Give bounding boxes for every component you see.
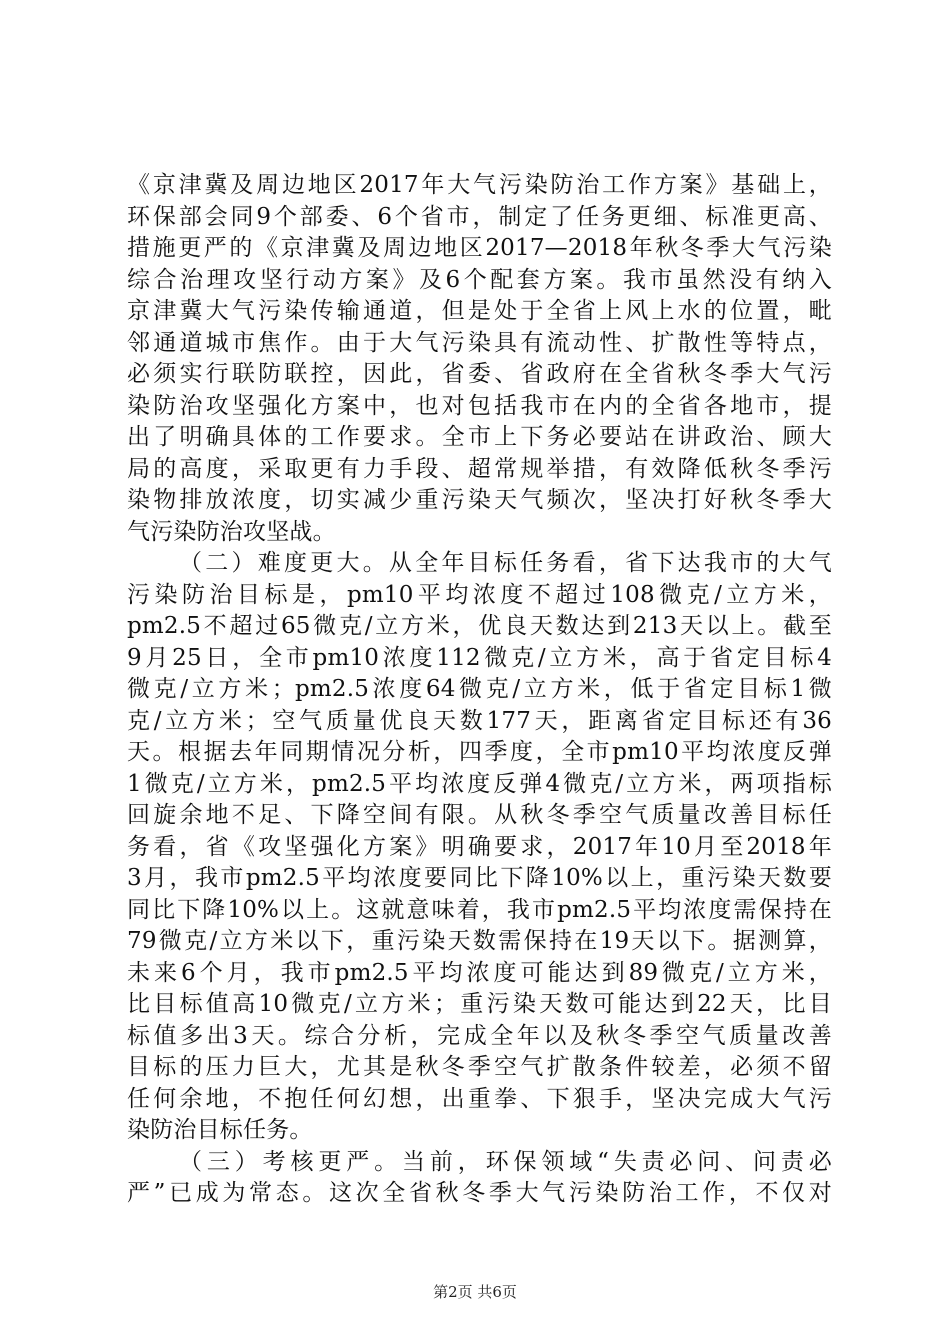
text-line: 务看，省《攻坚强化方案》明确要求，2017年10月至2018年 [127, 833, 832, 860]
text-line: 污染防治目标是，pm10平均浓度不超过108微克/立方米， [127, 581, 832, 608]
text-line: 出了明确具体的工作要求。全市上下务必要站在讲政治、顾大 [127, 424, 832, 450]
text-line: 标值多出3天。综合分析，完成全年以及秋冬季空气质量改善 [127, 1022, 832, 1049]
text-line: 天。根据去年同期情况分析，四季度，全市pm10平均浓度反弹 [127, 739, 832, 765]
text-line: 严”已成为常态。这次全省秋冬季大气污染防治工作，不仅对 [127, 1180, 832, 1206]
text-line: 3月，我市pm2.5平均浓度要同比下降10%以上，重污染天数要 [127, 865, 832, 891]
page-number-footer: 第2页 共6页 [433, 1283, 517, 1301]
text-line: 邻通道城市焦作。由于大气污染具有流动性、扩散性等特点， [127, 329, 832, 356]
text-line: 气污染防治攻坚战。 [127, 518, 336, 545]
text-line: 染防治目标任务。 [127, 1117, 313, 1143]
text-line: 京津冀大气污染传输通道，但是处于全省上风上水的位置，毗 [127, 298, 832, 324]
text-line: 环保部会同9个部委、6个省市，制定了任务更细、标准更高、 [127, 203, 832, 230]
text-line: 克/立方米；空气质量优良天数177天，距离省定目标还有36 [127, 707, 832, 734]
text-line: 微克/立方米；pm2.5浓度64微克/立方米，低于省定目标1微 [127, 676, 832, 702]
text-line: 措施更严的《京津冀及周边地区2017—2018年秋冬季大气污染 [127, 235, 832, 261]
text-line: 综合治理攻坚行动方案》及6个配套方案。我市虽然没有纳入 [127, 266, 832, 293]
text-line: 9月25日，全市pm10浓度112微克/立方米，高于省定目标4 [127, 644, 832, 671]
text-line: 染物排放浓度，切实减少重污染天气频次，坚决打好秋冬季大 [127, 487, 832, 513]
paragraph-start-line: （三）考核更严。当前，环保领域“失责必问、问责必 [179, 1148, 832, 1175]
text-line: 必须实行联防联控，因此，省委、省政府在全省秋冬季大气污 [127, 361, 832, 387]
paragraph-start-line: （二）难度更大。从全年目标任务看，省下达我市的大气 [179, 550, 832, 576]
text-line: 同比下降10%以上。这就意味着，我市pm2.5平均浓度需保持在 [127, 896, 832, 923]
text-line: 回旋余地不足、下降空间有限。从秋冬季空气质量改善目标任 [127, 802, 832, 828]
text-line: 局的高度，采取更有力手段、超常规举措，有效降低秋冬季污 [127, 455, 832, 482]
text-line: 目标的压力巨大，尤其是秋冬季空气扩散条件较差，必须不留 [127, 1054, 832, 1080]
text-line: 79微克/立方米以下，重污染天数需保持在19天以下。据测算， [127, 928, 832, 954]
text-line: 任何余地，不抱任何幻想，出重拳、下狠手，坚决完成大气污 [127, 1085, 832, 1112]
text-line: 未来6个月，我市pm2.5平均浓度可能达到89微克/立方米， [127, 959, 832, 986]
body-text [127, 170, 832, 1210]
text-line: 1微克/立方米，pm2.5平均浓度反弹4微克/立方米，两项指标 [127, 770, 832, 797]
text-line: 染防治攻坚强化方案中，也对包括我市在内的全省各地市，提 [127, 392, 832, 419]
text-line: pm2.5不超过65微克/立方米，优良天数达到213天以上。截至 [127, 613, 832, 639]
text-line: 比目标值高10微克/立方米；重污染天数可能达到22天，比目 [127, 991, 832, 1017]
text-line: 《京津冀及周边地区2017年大气污染防治工作方案》基础上， [127, 172, 832, 198]
